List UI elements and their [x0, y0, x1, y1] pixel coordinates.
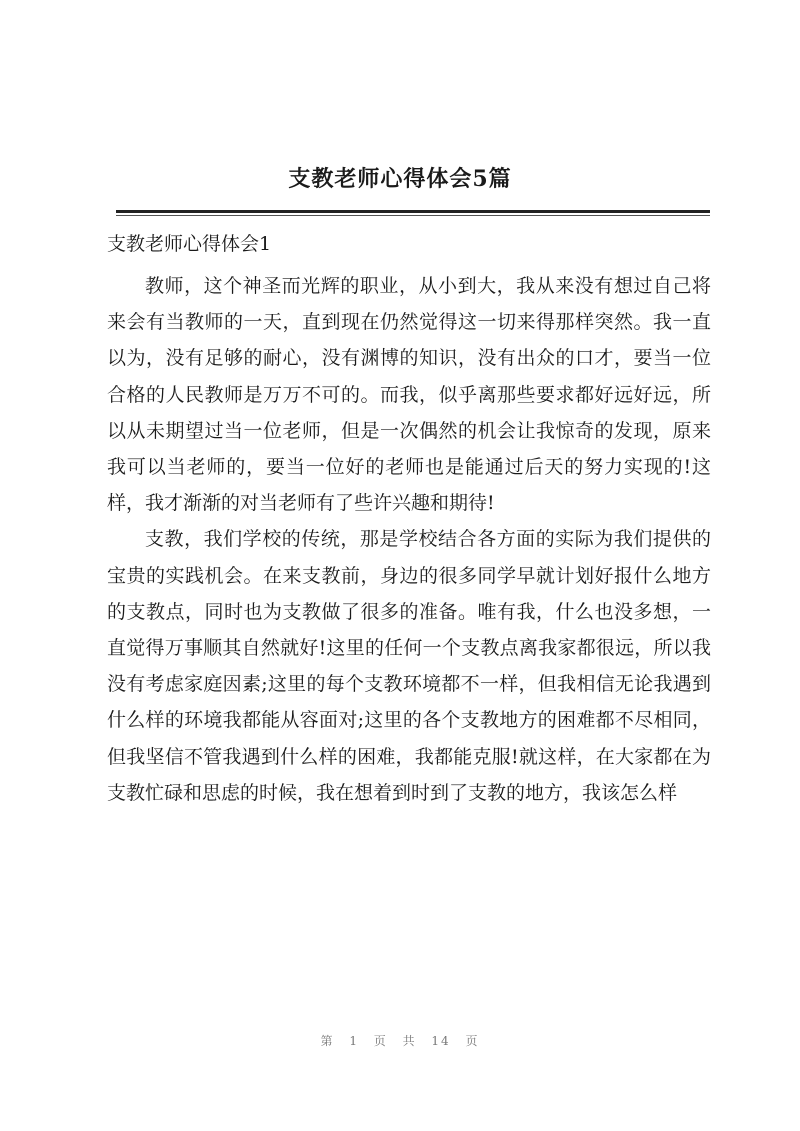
- title-divider: [116, 210, 710, 213]
- title-divider-thin: [116, 215, 710, 216]
- paragraph-2: 支教，我们学校的传统，那是学校结合各方面的实际为我们提供的宝贵的实践机会。在来支教前，身边的很多同学早就计划好报什么地方的支教点，同时也为支教做了很多的准备。唯有我，什么也没多想，一直觉得万事顺其自然就好!这里的任何一个支教点离我家都很远，所以我没有考虑家庭因素;这里的每个支教环境都不一样，但我相信无论我遇到什么样的环境我都能从容面对;这里的各个支教地方的困难都不尽相同，但我坚信不管我遇到什么样的困难，我都能克服!就这样，在大家都在为支教忙碌和思虑的时候，我在想着到时到了支教的地方，我该怎么样: [107, 528, 711, 804]
- section-heading: 支教老师心得体会1: [107, 233, 272, 255]
- paragraph-1: 教师，这个神圣而光辉的职业，从小到大，我从来没有想过自己将来会有当教师的一天，直到现在仍然觉得这一切来得那样突然。我一直以为，没有足够的耐心，没有渊博的知识，没有出众的口才，要当一位合格的人民教师是万万不可的。而我，似乎离那些要求都好远好远，所以从未期望过当一位老师，但是一次偶然的机会让我惊奇的发现，原来我可以当老师的，要当一位好的老师也是能通过后天的努力实现的!这样，我才渐渐的对当老师有了些许兴趣和期待!: [107, 275, 711, 515]
- page-number-footer: 第 1 页 共 14 页: [320, 1034, 480, 1048]
- document-body: [107, 226, 711, 811]
- page-title: 支教老师心得体会5篇: [288, 166, 512, 192]
